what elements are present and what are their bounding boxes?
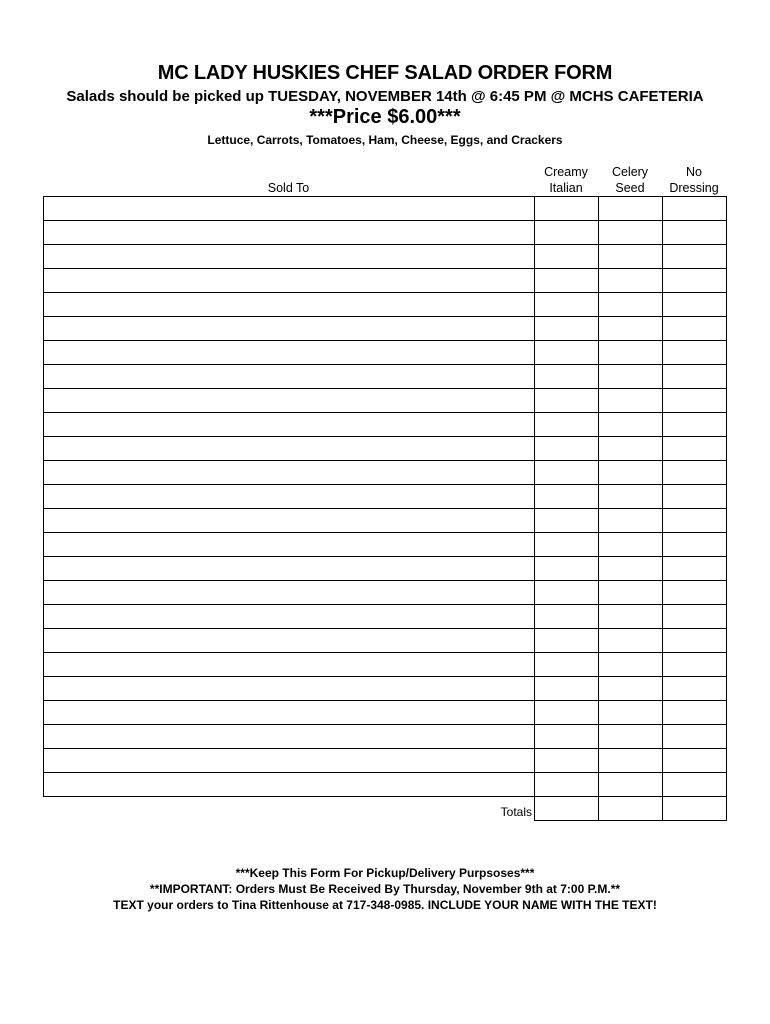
order-row	[44, 389, 727, 413]
celery-seed-cell[interactable]	[599, 389, 663, 413]
celery-seed-cell[interactable]	[599, 605, 663, 629]
sold-to-cell[interactable]	[44, 677, 535, 701]
celery-seed-cell[interactable]	[599, 749, 663, 773]
order-row	[44, 365, 727, 389]
creamy-italian-cell[interactable]	[535, 557, 599, 581]
sold-to-cell[interactable]	[44, 437, 535, 461]
sold-to-cell[interactable]	[44, 725, 535, 749]
order-row	[44, 317, 727, 341]
celery-seed-cell[interactable]	[599, 365, 663, 389]
creamy-italian-total[interactable]	[535, 797, 599, 821]
celery-seed-cell[interactable]	[599, 653, 663, 677]
creamy-italian-cell[interactable]	[535, 749, 599, 773]
creamy-italian-cell[interactable]	[535, 269, 599, 293]
sold-to-cell[interactable]	[44, 509, 535, 533]
sold-to-cell[interactable]	[44, 341, 535, 365]
no-dressing-cell[interactable]	[663, 701, 727, 725]
keep-form-note: ***Keep This Form For Pickup/Delivery Purpsoses***	[235, 866, 535, 880]
creamy-italian-cell[interactable]	[535, 629, 599, 653]
sold-to-cell[interactable]	[44, 221, 535, 245]
celery-seed-cell[interactable]	[599, 341, 663, 365]
celery-seed-cell[interactable]	[599, 725, 663, 749]
no-dressing-cell[interactable]	[663, 461, 727, 485]
creamy-italian-cell[interactable]	[535, 197, 599, 221]
celery-seed-cell[interactable]	[599, 701, 663, 725]
no-dressing-cell[interactable]	[663, 653, 727, 677]
creamy-italian-cell[interactable]	[535, 365, 599, 389]
creamy-italian-cell[interactable]	[535, 509, 599, 533]
sold-to-cell[interactable]	[44, 413, 535, 437]
creamy-italian-cell[interactable]	[535, 653, 599, 677]
celery-seed-cell[interactable]	[599, 437, 663, 461]
celery-seed-cell[interactable]	[599, 533, 663, 557]
no-dressing-cell[interactable]	[663, 221, 727, 245]
form-title: MC LADY HUSKIES CHEF SALAD ORDER FORM	[157, 62, 613, 84]
order-row	[44, 509, 727, 533]
order-row	[44, 245, 727, 269]
creamy-italian-cell[interactable]	[535, 389, 599, 413]
no-dressing-cell[interactable]	[663, 773, 727, 797]
creamy-italian-cell[interactable]	[535, 341, 599, 365]
celery-seed-cell[interactable]	[599, 221, 663, 245]
creamy-italian-cell[interactable]	[535, 701, 599, 725]
celery-seed-cell[interactable]	[599, 677, 663, 701]
sold-to-cell[interactable]	[44, 629, 535, 653]
celery-seed-cell[interactable]	[599, 773, 663, 797]
no-dressing-cell[interactable]	[663, 245, 727, 269]
no-dressing-cell[interactable]	[663, 749, 727, 773]
order-table	[43, 196, 727, 821]
order-row	[44, 749, 727, 773]
celery-seed-cell[interactable]	[599, 557, 663, 581]
sold-to-cell[interactable]	[44, 773, 535, 797]
celery-seed-cell[interactable]	[599, 269, 663, 293]
sold-to-cell[interactable]	[44, 749, 535, 773]
no-dressing-cell[interactable]	[663, 365, 727, 389]
creamy-italian-cell[interactable]	[535, 437, 599, 461]
no-dressing-cell[interactable]	[663, 317, 727, 341]
price-label: ***Price $6.00***	[309, 106, 461, 128]
order-rows	[44, 197, 727, 821]
order-row	[44, 293, 727, 317]
no-dressing-total[interactable]	[663, 797, 727, 821]
celery-seed-cell[interactable]	[599, 485, 663, 509]
creamy-italian-cell[interactable]	[535, 773, 599, 797]
creamy-italian-cell[interactable]	[535, 317, 599, 341]
sold-to-cell[interactable]	[44, 461, 535, 485]
no-dressing-cell[interactable]	[663, 605, 727, 629]
no-dressing-cell[interactable]	[663, 293, 727, 317]
totals-row	[44, 797, 727, 821]
order-row	[44, 269, 727, 293]
sold-to-cell[interactable]	[44, 653, 535, 677]
order-row	[44, 725, 727, 749]
no-dressing-cell[interactable]	[663, 629, 727, 653]
sold-to-cell[interactable]	[44, 197, 535, 221]
sold-to-cell[interactable]	[44, 701, 535, 725]
celery-seed-total[interactable]	[599, 797, 663, 821]
text-order-note: TEXT your orders to Tina Rittenhouse at 717-348-0985. INCLUDE YOUR NAME WITH THE TEXT!	[113, 898, 657, 912]
creamy-italian-cell[interactable]	[535, 605, 599, 629]
creamy-italian-cell[interactable]	[535, 413, 599, 437]
sold-to-cell[interactable]	[44, 557, 535, 581]
order-row	[44, 557, 727, 581]
no-dressing-cell[interactable]	[663, 509, 727, 533]
order-row	[44, 773, 727, 797]
celery-seed-cell[interactable]	[599, 629, 663, 653]
sold-to-header: Sold To	[267, 181, 310, 195]
order-row	[44, 629, 727, 653]
creamy-italian-cell[interactable]	[535, 245, 599, 269]
celery-seed-cell[interactable]	[599, 413, 663, 437]
no-dressing-cell[interactable]	[663, 677, 727, 701]
celery-seed-cell[interactable]	[599, 317, 663, 341]
no-dressing-cell[interactable]	[663, 725, 727, 749]
sold-to-cell[interactable]	[44, 533, 535, 557]
celery-seed-header: Celery Seed	[611, 165, 649, 195]
order-row	[44, 197, 727, 221]
no-dressing-cell[interactable]	[663, 533, 727, 557]
order-row	[44, 605, 727, 629]
sold-to-cell[interactable]	[44, 317, 535, 341]
sold-to-cell[interactable]	[44, 485, 535, 509]
important-note: **IMPORTANT: Orders Must Be Received By Thursday, November 9th at 7:00 P.M.**	[149, 882, 621, 896]
no-dressing-header: No Dressing	[669, 165, 719, 195]
sold-to-cell[interactable]	[44, 365, 535, 389]
order-row	[44, 485, 727, 509]
creamy-italian-cell[interactable]	[535, 581, 599, 605]
order-row	[44, 413, 727, 437]
sold-to-cell[interactable]	[44, 245, 535, 269]
ingredients-list: Lettuce, Carrots, Tomatoes, Ham, Cheese, Eggs, and Crackers	[207, 133, 563, 147]
sold-to-cell[interactable]	[44, 293, 535, 317]
creamy-italian-cell[interactable]	[535, 221, 599, 245]
pickup-info: Salads should be picked up TUESDAY, NOVEMBER 14th @ 6:45 PM @ MCHS CAFETERIA	[66, 88, 704, 105]
order-row	[44, 533, 727, 557]
no-dressing-cell[interactable]	[663, 413, 727, 437]
celery-seed-cell[interactable]	[599, 293, 663, 317]
no-dressing-cell[interactable]	[663, 581, 727, 605]
no-dressing-cell[interactable]	[663, 557, 727, 581]
order-row	[44, 677, 727, 701]
order-row	[44, 701, 727, 725]
creamy-italian-cell[interactable]	[535, 725, 599, 749]
creamy-italian-header: Creamy Italian	[544, 165, 588, 195]
order-row	[44, 341, 727, 365]
order-row	[44, 461, 727, 485]
sold-to-cell[interactable]	[44, 581, 535, 605]
creamy-italian-cell[interactable]	[535, 677, 599, 701]
celery-seed-cell[interactable]	[599, 581, 663, 605]
creamy-italian-cell[interactable]	[535, 293, 599, 317]
no-dressing-cell[interactable]	[663, 269, 727, 293]
no-dressing-cell[interactable]	[663, 389, 727, 413]
no-dressing-cell[interactable]	[663, 197, 727, 221]
order-row	[44, 653, 727, 677]
celery-seed-cell[interactable]	[599, 509, 663, 533]
creamy-italian-cell[interactable]	[535, 461, 599, 485]
celery-seed-cell[interactable]	[599, 197, 663, 221]
celery-seed-cell[interactable]	[599, 245, 663, 269]
no-dressing-cell[interactable]	[663, 437, 727, 461]
creamy-italian-cell[interactable]	[535, 533, 599, 557]
no-dressing-cell[interactable]	[663, 485, 727, 509]
order-row	[44, 221, 727, 245]
sold-to-cell[interactable]	[44, 269, 535, 293]
sold-to-cell[interactable]	[44, 389, 535, 413]
order-row	[44, 437, 727, 461]
celery-seed-cell[interactable]	[599, 461, 663, 485]
order-row	[44, 581, 727, 605]
no-dressing-cell[interactable]	[663, 341, 727, 365]
creamy-italian-cell[interactable]	[535, 485, 599, 509]
sold-to-cell[interactable]	[44, 605, 535, 629]
totals-label: Totals	[500, 804, 532, 819]
